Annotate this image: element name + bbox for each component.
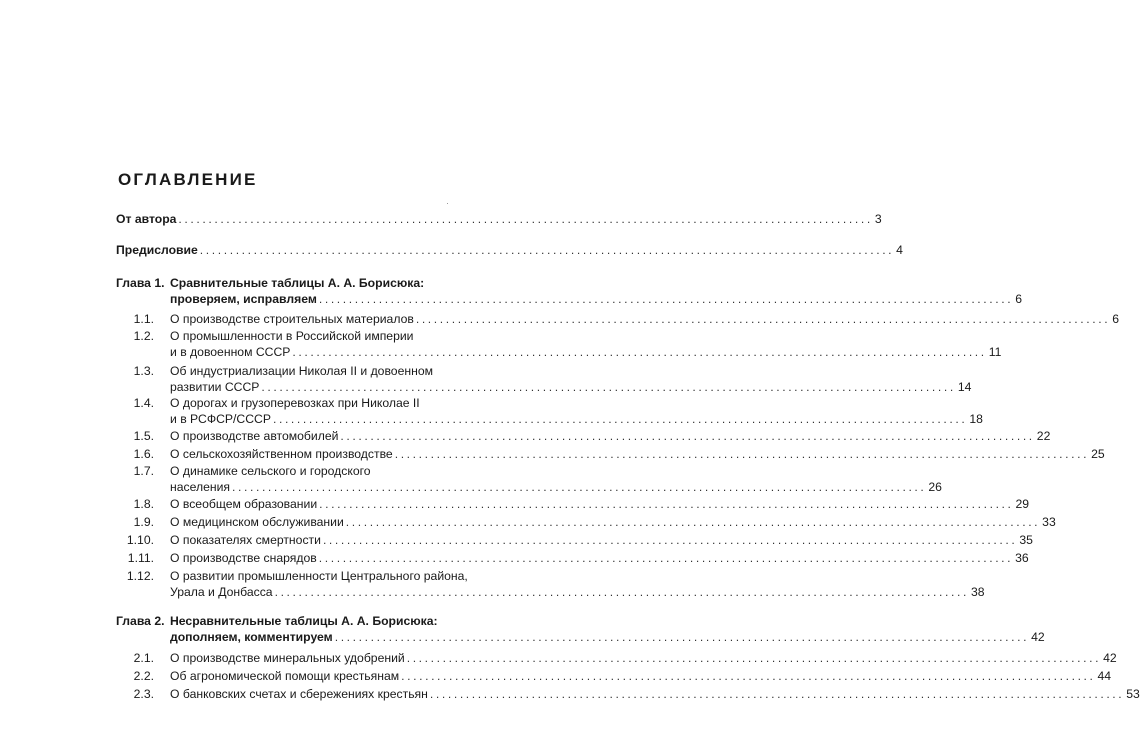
- section-title: О медицинском обслуживании: [170, 515, 344, 529]
- section-title: населения: [170, 480, 231, 494]
- section-number: 1.7.: [133, 464, 154, 478]
- entry-page: 6: [1112, 312, 1119, 326]
- section-title: Об агрономической помощи крестьянам: [170, 669, 400, 683]
- section-number: 2.2.: [133, 669, 154, 683]
- entry-label: От автора: [116, 212, 177, 226]
- section-number: 1.6.: [133, 447, 154, 461]
- toc-chapter-1[interactable]: [0, 275, 1023, 309]
- entry-page: 25: [1091, 447, 1105, 461]
- dot-leader: ....................................................................................................................: [178, 212, 873, 226]
- dot-leader: ....................................................................................................................: [318, 551, 1014, 565]
- section-number: 1.11.: [127, 551, 154, 565]
- section-title: О производстве минеральных удобрений: [170, 651, 405, 665]
- chapter-title-line2: проверяем, исправляем: [170, 292, 317, 306]
- chapter-title-line1: Сравнительные таблицы А. А. Борисюка:: [170, 276, 425, 290]
- entry-page: 38: [970, 585, 985, 599]
- section-number: 1.3.: [133, 364, 154, 378]
- dot-leader: ....................................................................................................................: [322, 533, 1018, 547]
- entry-page: 3: [874, 212, 882, 226]
- entry-page: 26: [928, 480, 942, 494]
- dot-leader: ....................................................................................................................: [318, 292, 1014, 306]
- section-title-line1: Об индустриализации Николая II и довоенном: [170, 364, 433, 378]
- dot-leader: ....................................................................................................................: [394, 447, 1090, 461]
- toc-section-1-7[interactable]: [0, 463, 942, 497]
- toc-section-1-3[interactable]: [0, 363, 972, 397]
- toc-section-1-12[interactable]: [0, 568, 985, 602]
- section-number: 1.10.: [126, 533, 154, 547]
- toc-section-1-4[interactable]: [0, 395, 983, 429]
- section-number: 1.4.: [133, 396, 154, 410]
- section-title: О производстве снарядов: [170, 551, 317, 565]
- section-title: Урала и Донбасса: [170, 585, 273, 599]
- section-number: 1.9.: [133, 515, 154, 529]
- toc-entry-from-author[interactable]: [116, 211, 882, 227]
- dot-leader: ....................................................................................................................: [199, 243, 895, 257]
- section-number: 2.1.: [133, 651, 154, 665]
- entry-page: 42: [1031, 630, 1045, 644]
- dot-leader: ....................................................................................................................: [406, 651, 1102, 665]
- section-title-line1: О динамике сельского и городского: [170, 464, 371, 478]
- dot-leader: ....................................................................................................................: [274, 585, 969, 599]
- section-title: О сельскохозяйственном производстве: [170, 447, 393, 461]
- section-number: 2.3.: [133, 687, 154, 701]
- page-title: ОГЛАВЛЕНИЕ: [118, 170, 258, 189]
- chapter-number: Глава 2.: [116, 614, 165, 628]
- section-number: 1.1.: [133, 312, 154, 326]
- dot-leader: ....................................................................................................................: [232, 480, 927, 494]
- dot-leader: ....................................................................................................................: [334, 630, 1030, 644]
- toc-section-1-2[interactable]: [0, 328, 1002, 362]
- entry-page: 4: [896, 243, 903, 257]
- section-number: 1.2.: [133, 329, 154, 343]
- section-title: О производстве строительных материалов: [170, 312, 414, 326]
- entry-label: Предисловие: [116, 243, 198, 257]
- dot-leader: ....................................................................................................................: [345, 515, 1041, 529]
- chapter-number: Глава 1.: [116, 276, 165, 290]
- section-title: и в довоенном СССР: [170, 345, 291, 359]
- dot-leader: ....................................................................................................................: [340, 429, 1035, 443]
- section-title: О производстве автомобилей: [170, 429, 339, 443]
- entry-page: 53: [1126, 687, 1140, 701]
- entry-page: 29: [1015, 497, 1030, 511]
- entry-page: 42: [1103, 651, 1117, 665]
- section-title-line1: О дорогах и грузоперевозках при Николае II: [170, 396, 420, 410]
- entry-page: 36: [1015, 551, 1029, 565]
- dot-leader: ....................................................................................................................: [415, 312, 1111, 326]
- dot-leader: ....................................................................................................................: [261, 380, 956, 394]
- entry-page: 11: [988, 345, 1002, 359]
- chapter-title-line2: дополняем, комментируем: [170, 630, 333, 644]
- section-title: развитии СССР: [170, 380, 260, 394]
- section-title: О показателях смертности: [170, 533, 321, 547]
- entry-page: 6: [1015, 292, 1023, 306]
- dot-leader: ....................................................................................................................: [319, 497, 1014, 511]
- dot-leader: ....................................................................................................................: [429, 687, 1125, 701]
- toc-chapter-2[interactable]: [0, 613, 1045, 647]
- entry-page: 33: [1042, 515, 1056, 529]
- section-number: 1.8.: [133, 497, 154, 511]
- section-number: 1.5.: [133, 429, 154, 443]
- section-number: 1.12.: [126, 569, 154, 583]
- entry-page: 44: [1097, 669, 1112, 683]
- section-title-line1: О промышленности в Российской империи: [170, 329, 414, 343]
- entry-page: 18: [969, 412, 983, 426]
- section-title: О всеобщем образовании: [170, 497, 318, 511]
- entry-page: 35: [1019, 533, 1033, 547]
- section-title-line1: О развитии промышленности Центрального района,: [170, 569, 468, 583]
- section-title: и в РСФСР/СССР: [170, 412, 271, 426]
- chapter-title-line1: Несравнительные таблицы А. А. Борисюка:: [170, 614, 438, 628]
- entry-page: 22: [1036, 429, 1051, 443]
- dot-leader: ....................................................................................................................: [401, 669, 1096, 683]
- toc-entry-preface[interactable]: [116, 242, 903, 258]
- entry-page: 14: [957, 380, 972, 394]
- dot-leader: ....................................................................................................................: [272, 412, 968, 426]
- section-title: О банковских счетах и сбережениях крестьян: [170, 687, 428, 701]
- dot-leader: ....................................................................................................................: [292, 345, 987, 359]
